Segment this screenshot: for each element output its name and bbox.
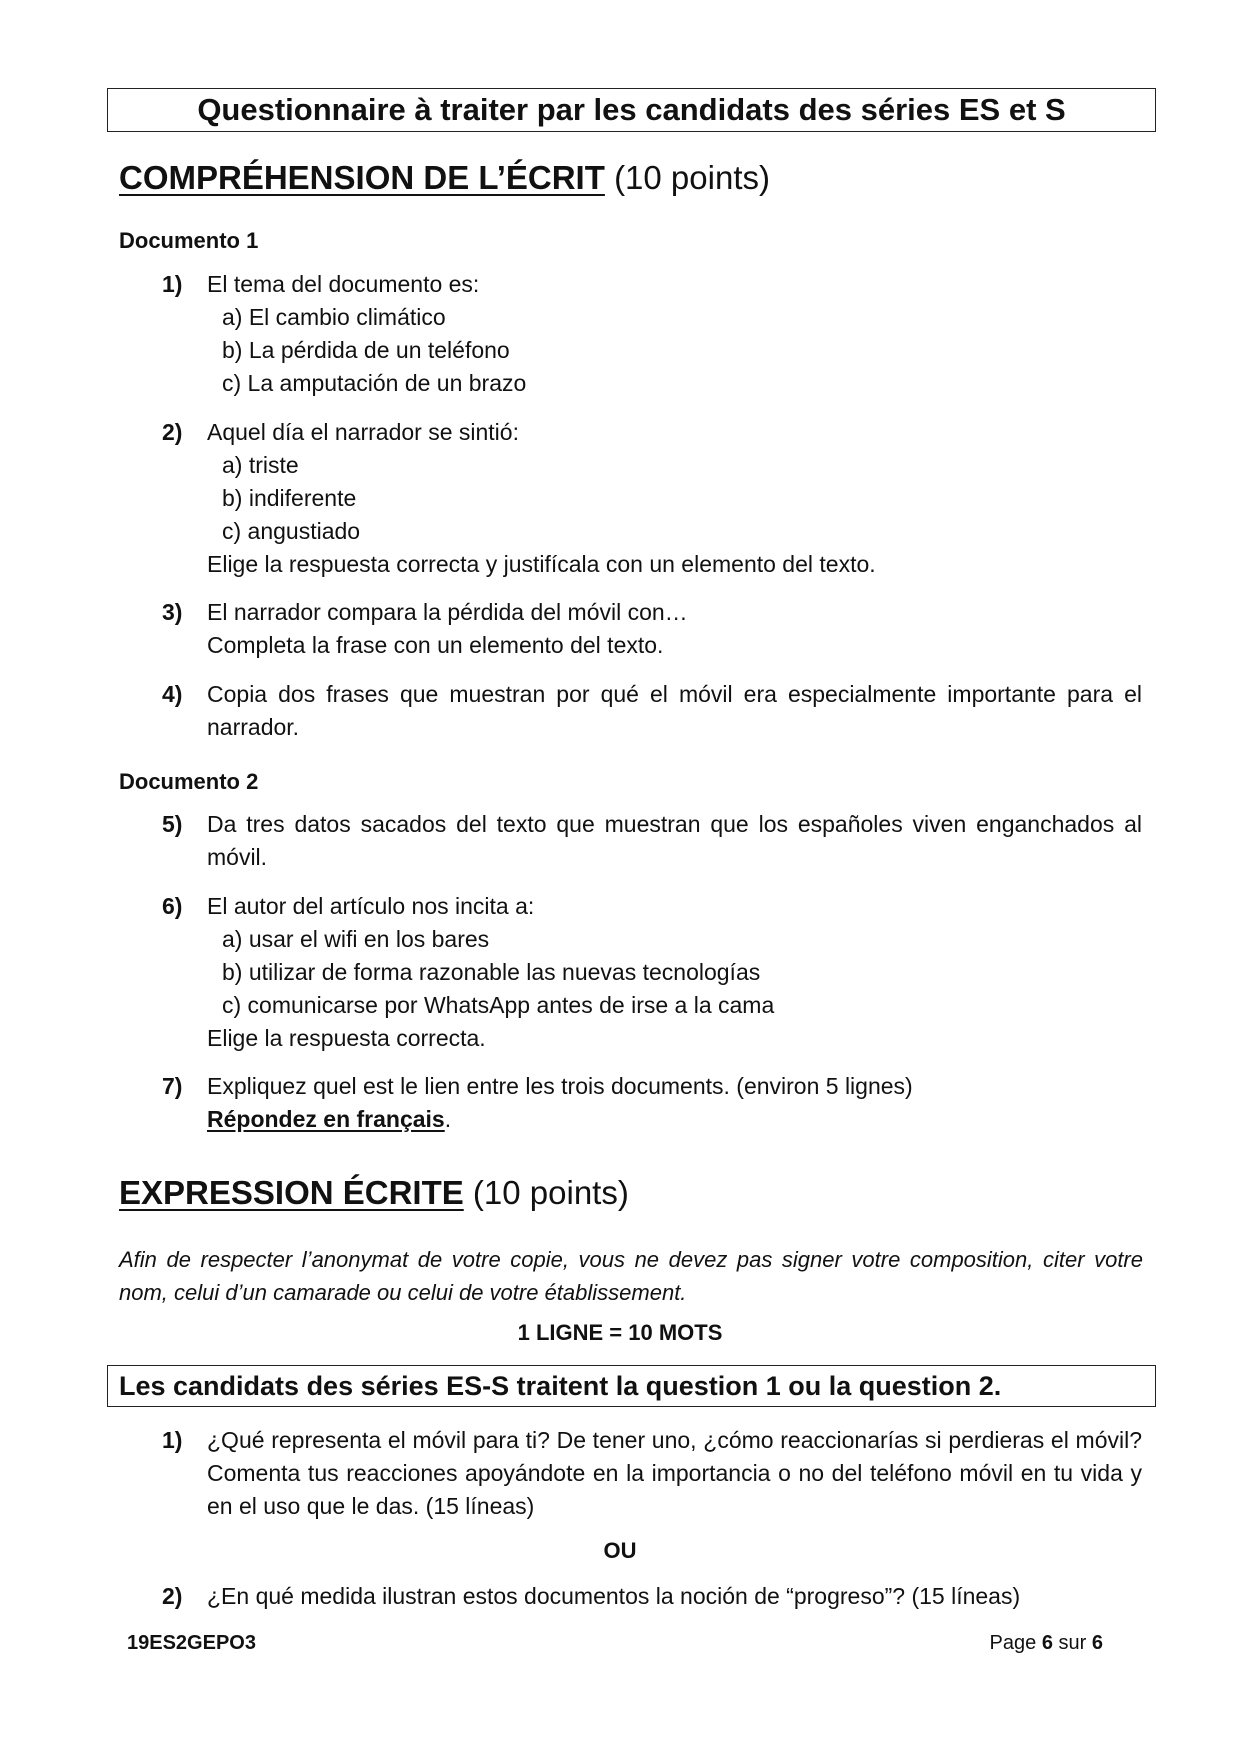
answer-in-french-note: Répondez en français (207, 1106, 445, 1132)
question-instruction: Completa la frase con un elemento del texto. (207, 632, 664, 658)
page-sep: sur (1058, 1632, 1087, 1654)
option-c: c) comunicarse por WhatsApp antes de irse a la cama (222, 992, 775, 1018)
expression-question-2 (162, 1580, 1142, 1613)
question-number: 1) (162, 1427, 183, 1453)
question-number: 6) (162, 893, 183, 919)
option-c: c) angustiado (222, 518, 361, 544)
option-b: b) indiferente (222, 485, 357, 511)
question-instruction: Elige la respuesta correcta y justifícala con un elemento del texto. (207, 551, 876, 577)
comprehension-question-1 (162, 268, 1142, 400)
question-text: El tema del documento es: (207, 271, 480, 297)
document-2-label: Documento 2 (119, 769, 259, 794)
document-1-label: Documento 1 (119, 228, 259, 253)
question-emphasis-line (207, 1103, 1142, 1136)
question-text: Da tres datos sacados del texto que muestran que los españoles viven enganchados al móvil. (207, 811, 1142, 870)
expression-heading-title: EXPRESSION ÉCRITE (119, 1174, 464, 1211)
page-total: 6 (1091, 1632, 1103, 1654)
question-number: 1) (162, 271, 183, 297)
expression-heading (119, 1173, 629, 1213)
anonymity-instructions: Afin de respecter l’anonymat de votre copie, vous ne devez pas signer votre composition, citer votre nom, celui d’un camarade ou celui de votre établissement. (119, 1247, 1143, 1305)
header-title: Questionnaire à traiter par les candidats des séries ES et S (107, 88, 1156, 132)
comprehension-question-5 (162, 808, 1142, 874)
question-text: Expliquez quel est le lien entre les trois documents. (environ 5 lignes) (207, 1073, 913, 1099)
option-a: a) El cambio climático (222, 304, 446, 330)
page-current: 6 (1041, 1632, 1053, 1654)
question-number: 5) (162, 811, 183, 837)
option-a: a) triste (222, 452, 299, 478)
question-text: Copia dos frases que muestran por qué el móvil era especialmente importante para el narrador. (207, 681, 1142, 740)
line-word-rule: 1 LIGNE = 10 MOTS (517, 1320, 723, 1345)
option-c: c) La amputación de un brazo (222, 370, 527, 396)
question-text: El narrador compara la pérdida del móvil con… (207, 599, 688, 625)
question-number: 3) (162, 599, 183, 625)
comprehension-question-2 (162, 416, 1142, 581)
question-number: 4) (162, 681, 183, 707)
question-choice-rule: Les candidats des séries ES-S traitent la question 1 ou la question 2. (107, 1365, 1156, 1407)
question-text: ¿Qué representa el móvil para ti? De tener uno, ¿cómo reaccionarías si perdieras el móvil? Comenta tus reacciones apoyándote en la importancia o no del teléfono móvil en tu vida y en el uso que le das. (15 líneas) (207, 1427, 1142, 1519)
comprehension-question-4 (162, 678, 1142, 744)
expression-question-1 (162, 1424, 1142, 1523)
option-b: b) La pérdida de un teléfono (222, 337, 510, 363)
question-instruction: Elige la respuesta correcta. (207, 1025, 486, 1051)
comprehension-heading (119, 158, 770, 198)
question-text: Aquel día el narrador se sintió: (207, 419, 519, 445)
page-label: Page (989, 1632, 1037, 1654)
question-text: El autor del artículo nos incita a: (207, 893, 535, 919)
question-number: 7) (162, 1073, 183, 1099)
comprehension-question-7 (162, 1070, 1142, 1136)
question-text: ¿En qué medida ilustran estos documentos la noción de “progreso”? (15 líneas) (207, 1583, 1021, 1609)
comprehension-question-3 (162, 596, 1142, 662)
option-a: a) usar el wifi en los bares (222, 926, 490, 952)
or-separator: OU (603, 1538, 637, 1563)
expression-points: (10 points) (472, 1174, 629, 1211)
question-number: 2) (162, 419, 183, 445)
comprehension-question-6 (162, 890, 1142, 1055)
question-number: 2) (162, 1583, 183, 1609)
option-b: b) utilizar de forma razonable las nuevas tecnologías (222, 959, 761, 985)
exam-code: 19ES2GEPO3 (127, 1632, 256, 1654)
comprehension-heading-title: COMPRÉHENSION DE L’ÉCRIT (119, 159, 605, 196)
page-number (990, 1632, 1103, 1655)
comprehension-points: (10 points) (614, 159, 770, 196)
emphasis-period: . (444, 1106, 452, 1132)
